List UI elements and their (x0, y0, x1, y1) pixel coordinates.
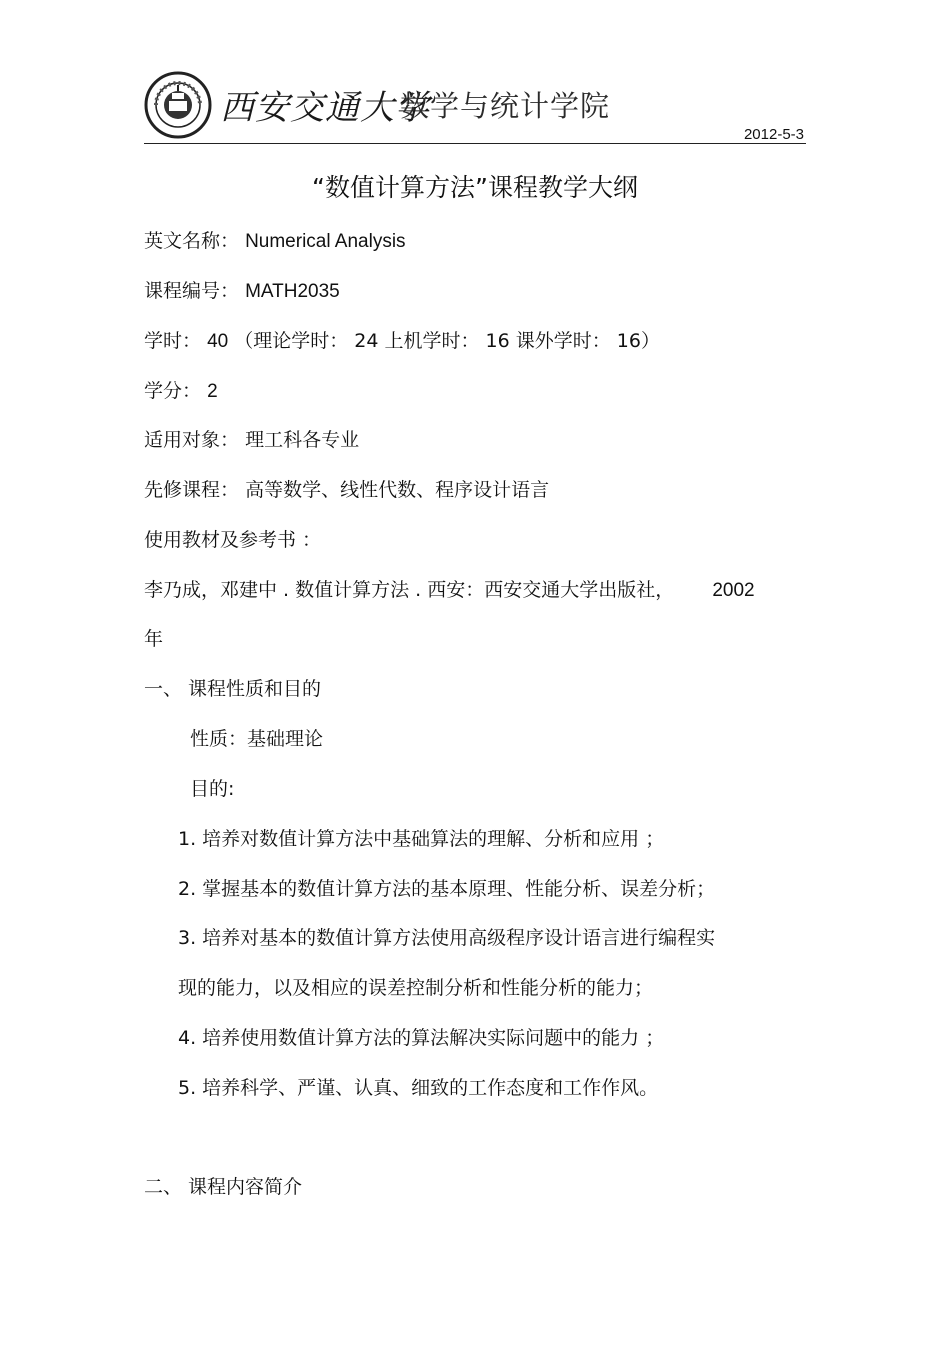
audience-row (144, 425, 359, 452)
goal-item: 4. 培养使用数值计算方法的算法解决实际问题中的能力 ； (178, 1027, 665, 1049)
credit-label: 学分： (144, 380, 202, 402)
english-name-value: Numerical Analysis (245, 231, 406, 252)
course-nature: 性质：基础理论 (190, 728, 324, 750)
header-date: 2012-5-3 (743, 126, 804, 143)
hours-label: 学时： (144, 330, 202, 352)
document-title: “数值计算方法”课程教学大纲 (312, 173, 638, 202)
section-1-heading: 一、 课程性质和目的 (144, 678, 322, 700)
goal-item: 5. 培养科学、严谨、认真、细致的工作态度和工作作风。 (178, 1077, 659, 1099)
section-2-heading: 二、 课程内容简介 (144, 1176, 303, 1198)
school-name: 数学与统计学院 (400, 89, 611, 123)
audience-label: 适用对象： (144, 429, 240, 451)
audience-value: 理工科各专业 (245, 429, 360, 451)
goal-item: 3. 培养对基本的数值计算方法使用高级程序设计语言进行编程实 (178, 927, 716, 949)
goal-item: 1. 培养对数值计算方法中基础算法的理解、分析和应用 ； (178, 828, 665, 850)
credit-row (144, 376, 218, 403)
prerequisite-label: 先修课程： (144, 479, 240, 501)
prerequisite-row (144, 475, 549, 502)
textbook-citation (144, 575, 755, 602)
credit-value: 2 (207, 381, 218, 402)
hours-value: 40 (207, 331, 229, 352)
prerequisite-value: 高等数学、线性代数、程序设计语言 (245, 479, 550, 501)
textbook-citation-text: 李乃成，邓建中 . 数值计算方法 . 西安：西安交通大学出版社， (144, 579, 675, 601)
course-code-row (144, 276, 340, 303)
hours-detail: （理论学时： 24 上机学时： 16 课外学时： 16） (234, 330, 660, 352)
goal-item-continuation: 现的能力，以及相应的误差控制分析和性能分析的能力； (178, 977, 654, 999)
page-header (144, 68, 806, 144)
textbook-year: 2002 (712, 580, 755, 601)
goal-item: 2. 掌握基本的数值计算方法的基本原理、性能分析、误差分析； (178, 878, 716, 900)
course-goal-label: 目的: (190, 778, 235, 800)
header-divider (144, 143, 806, 144)
english-name-label: 英文名称： (144, 230, 240, 252)
hours-row (144, 326, 660, 353)
textbook-label: 使用教材及参考书 ： (144, 529, 322, 551)
english-name-row (144, 226, 406, 253)
course-code-value: MATH2035 (245, 281, 340, 302)
university-name-logo: 西安交通大学 (220, 88, 430, 128)
course-code-label: 课程编号： (144, 280, 240, 302)
university-seal-logo (144, 71, 212, 139)
textbook-year-suffix: 年 (144, 628, 164, 650)
